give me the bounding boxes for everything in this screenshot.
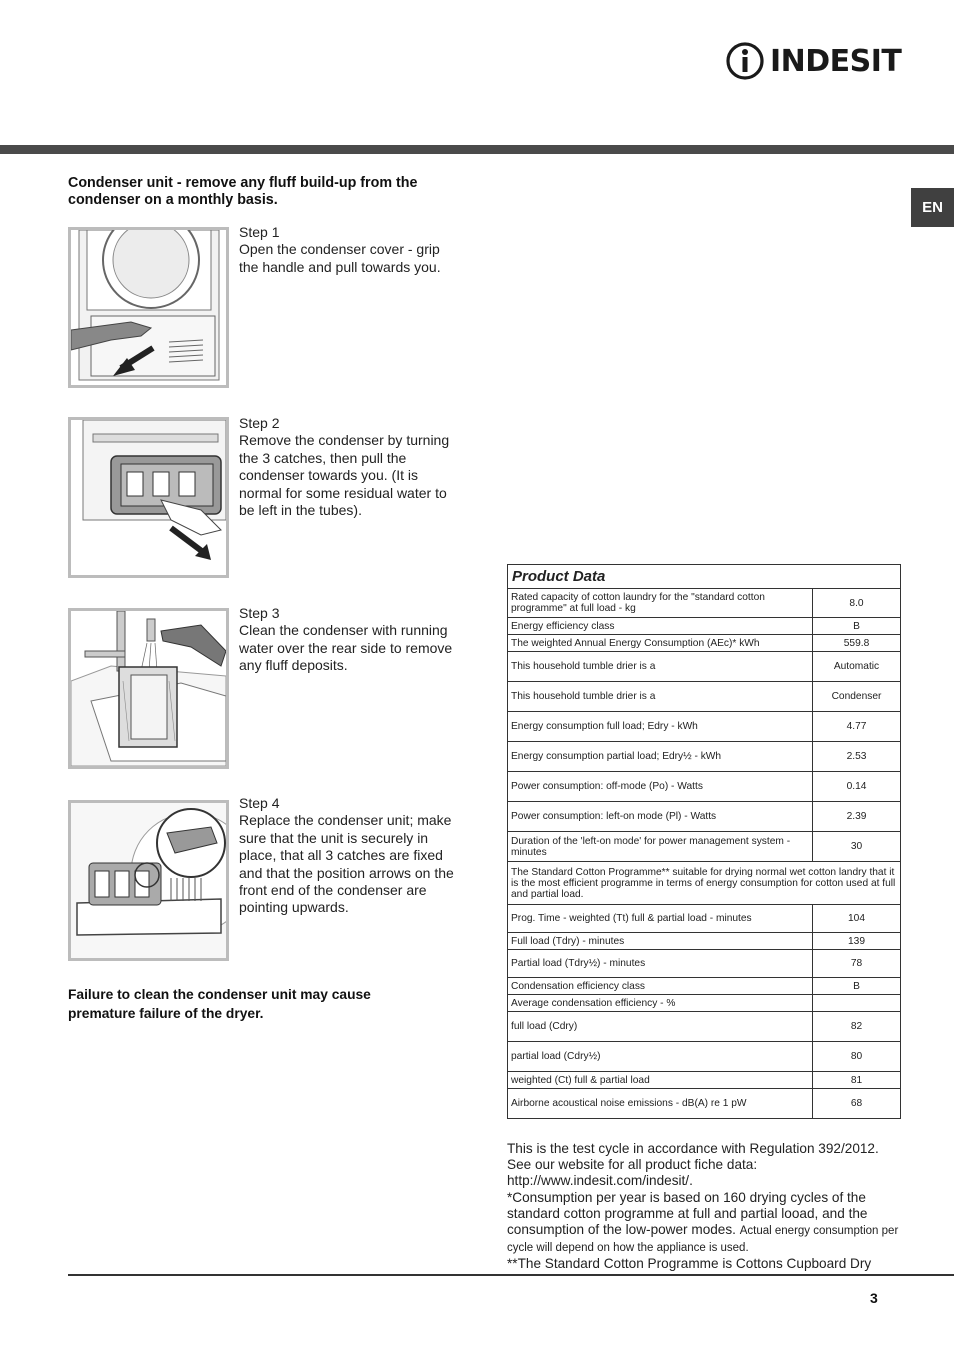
pd-label: Power consumption: off-mode (Po) - Watts [508, 772, 813, 802]
pd-label: Rated capacity of cotton laundry for the "standard cotton programme" at full load - kg [508, 589, 813, 618]
pd-value: B [813, 618, 901, 635]
pd-label: Energy consumption partial load; Edry½ - kWh [508, 742, 813, 772]
pd-value [813, 995, 901, 1012]
pd-value: 2.39 [813, 802, 901, 832]
step-2-illustration [68, 417, 229, 578]
pd-value: Automatic [813, 652, 901, 682]
product-data-table [507, 564, 901, 1119]
pd-value: 0.14 [813, 772, 901, 802]
section-heading: Condenser unit - remove any fluff build-up from the condenser on a monthly basis. [68, 175, 418, 208]
brand-name: INDESIT [770, 44, 902, 79]
step-1-text: Open the condenser cover - grip the handle and pull towards you. [239, 241, 441, 275]
step-2-title: Step 2 [239, 415, 280, 431]
pd-label: Condensation efficiency class [508, 978, 813, 995]
page-number: 3 [870, 1290, 878, 1306]
footnotes [507, 1141, 902, 1273]
consumption-note [507, 1190, 902, 1257]
pd-note: The Standard Cotton Programme** suitable for drying normal wet cotton landry that it is the most efficient programme in terms of energy consumption for cotton used at full and partial load. [508, 862, 901, 905]
pd-label: The weighted Annual Energy Consumption (AEc)* kWh [508, 635, 813, 652]
pd-label: This household tumble drier is a [508, 682, 813, 712]
pd-value: 68 [813, 1089, 901, 1119]
regulation-note: This is the test cycle in accordance with Regulation 392/2012. [507, 1141, 879, 1156]
pd-value: B [813, 978, 901, 995]
step-3-text: Clean the condenser with running water over the rear side to remove any fluff deposits. [239, 622, 453, 674]
pd-value: 559.8 [813, 635, 901, 652]
pd-value: 139 [813, 933, 901, 950]
pd-label: full load (Cdry) [508, 1012, 813, 1042]
pd-label: Average condensation efficiency - % [508, 995, 813, 1012]
pd-label: Energy efficiency class [508, 618, 813, 635]
pd-value: 4.77 [813, 712, 901, 742]
pd-value: 82 [813, 1012, 901, 1042]
website-note: See our website for all product fiche data: [507, 1157, 758, 1173]
step-4-text: Replace the condenser unit; make sure that the unit is securely in place, that all 3 catches are fixed and that the position arrows on the front end of the condenser are pointing upwards. [239, 812, 454, 916]
indesit-logo-icon [726, 40, 770, 84]
product-data-title: Product Data [508, 565, 901, 589]
consumption-note-main: *Consumption per year is based on 160 drying cycles of the standard cotton programme at full and partial looad, and the consumption of the low-power modes. [507, 1189, 868, 1238]
pd-value: Condenser [813, 682, 901, 712]
pd-label: weighted (Ct) full & partial load [508, 1072, 813, 1089]
pd-value: 81 [813, 1072, 901, 1089]
language-tab: EN [911, 188, 954, 227]
step-3-illustration [68, 608, 229, 769]
header-divider-bar [0, 145, 954, 154]
footer-divider [68, 1274, 954, 1276]
pd-value: 78 [813, 950, 901, 978]
website-url: http://www.indesit.com/indesit/. [507, 1173, 693, 1189]
pd-label: This household tumble drier is a [508, 652, 813, 682]
step-3-title: Step 3 [239, 605, 280, 621]
pd-label: Prog. Time - weighted (Tt) full & partial load - minutes [508, 905, 813, 933]
pd-label: Power consumption: left-on mode (Pl) - Watts [508, 802, 813, 832]
step-1-title: Step 1 [239, 224, 280, 240]
programme-note: **The Standard Cotton Programme is Cottons Cupboard Dry [507, 1256, 872, 1272]
pd-value: 8.0 [813, 589, 901, 618]
pd-label: Airborne acoustical noise emissions - dB(A) re 1 pW [508, 1089, 813, 1119]
pd-label: partial load (Cdry½) [508, 1042, 813, 1072]
pd-label: Duration of the 'left-on mode' for power management system - minutes [508, 832, 813, 862]
pd-label: Full load (Tdry) - minutes [508, 933, 813, 950]
step-4-illustration [68, 800, 229, 961]
maintenance-warning: Failure to clean the condenser unit may cause premature failure of the dryer. [68, 987, 371, 1021]
pd-value: 30 [813, 832, 901, 862]
step-1 [239, 224, 454, 276]
pd-value: 104 [813, 905, 901, 933]
step-1-illustration [68, 227, 229, 388]
step-2 [239, 415, 454, 519]
pd-value: 2.53 [813, 742, 901, 772]
step-4 [239, 795, 454, 917]
pd-value: 80 [813, 1042, 901, 1072]
consumption-note-small: Actual energy consumption per cycle will depend on how the appliance is used. [507, 1225, 899, 1255]
step-4-title: Step 4 [239, 795, 280, 811]
step-3 [239, 605, 454, 675]
pd-label: Partial load (Tdry½) - minutes [508, 950, 813, 978]
pd-label: Energy consumption full load; Edry - kWh [508, 712, 813, 742]
step-2-text: Remove the condenser by turning the 3 catches, then pull the condenser towards you. (It is normal for some residual water to be left in the tubes). [239, 432, 450, 519]
indesit-logo [726, 40, 902, 84]
